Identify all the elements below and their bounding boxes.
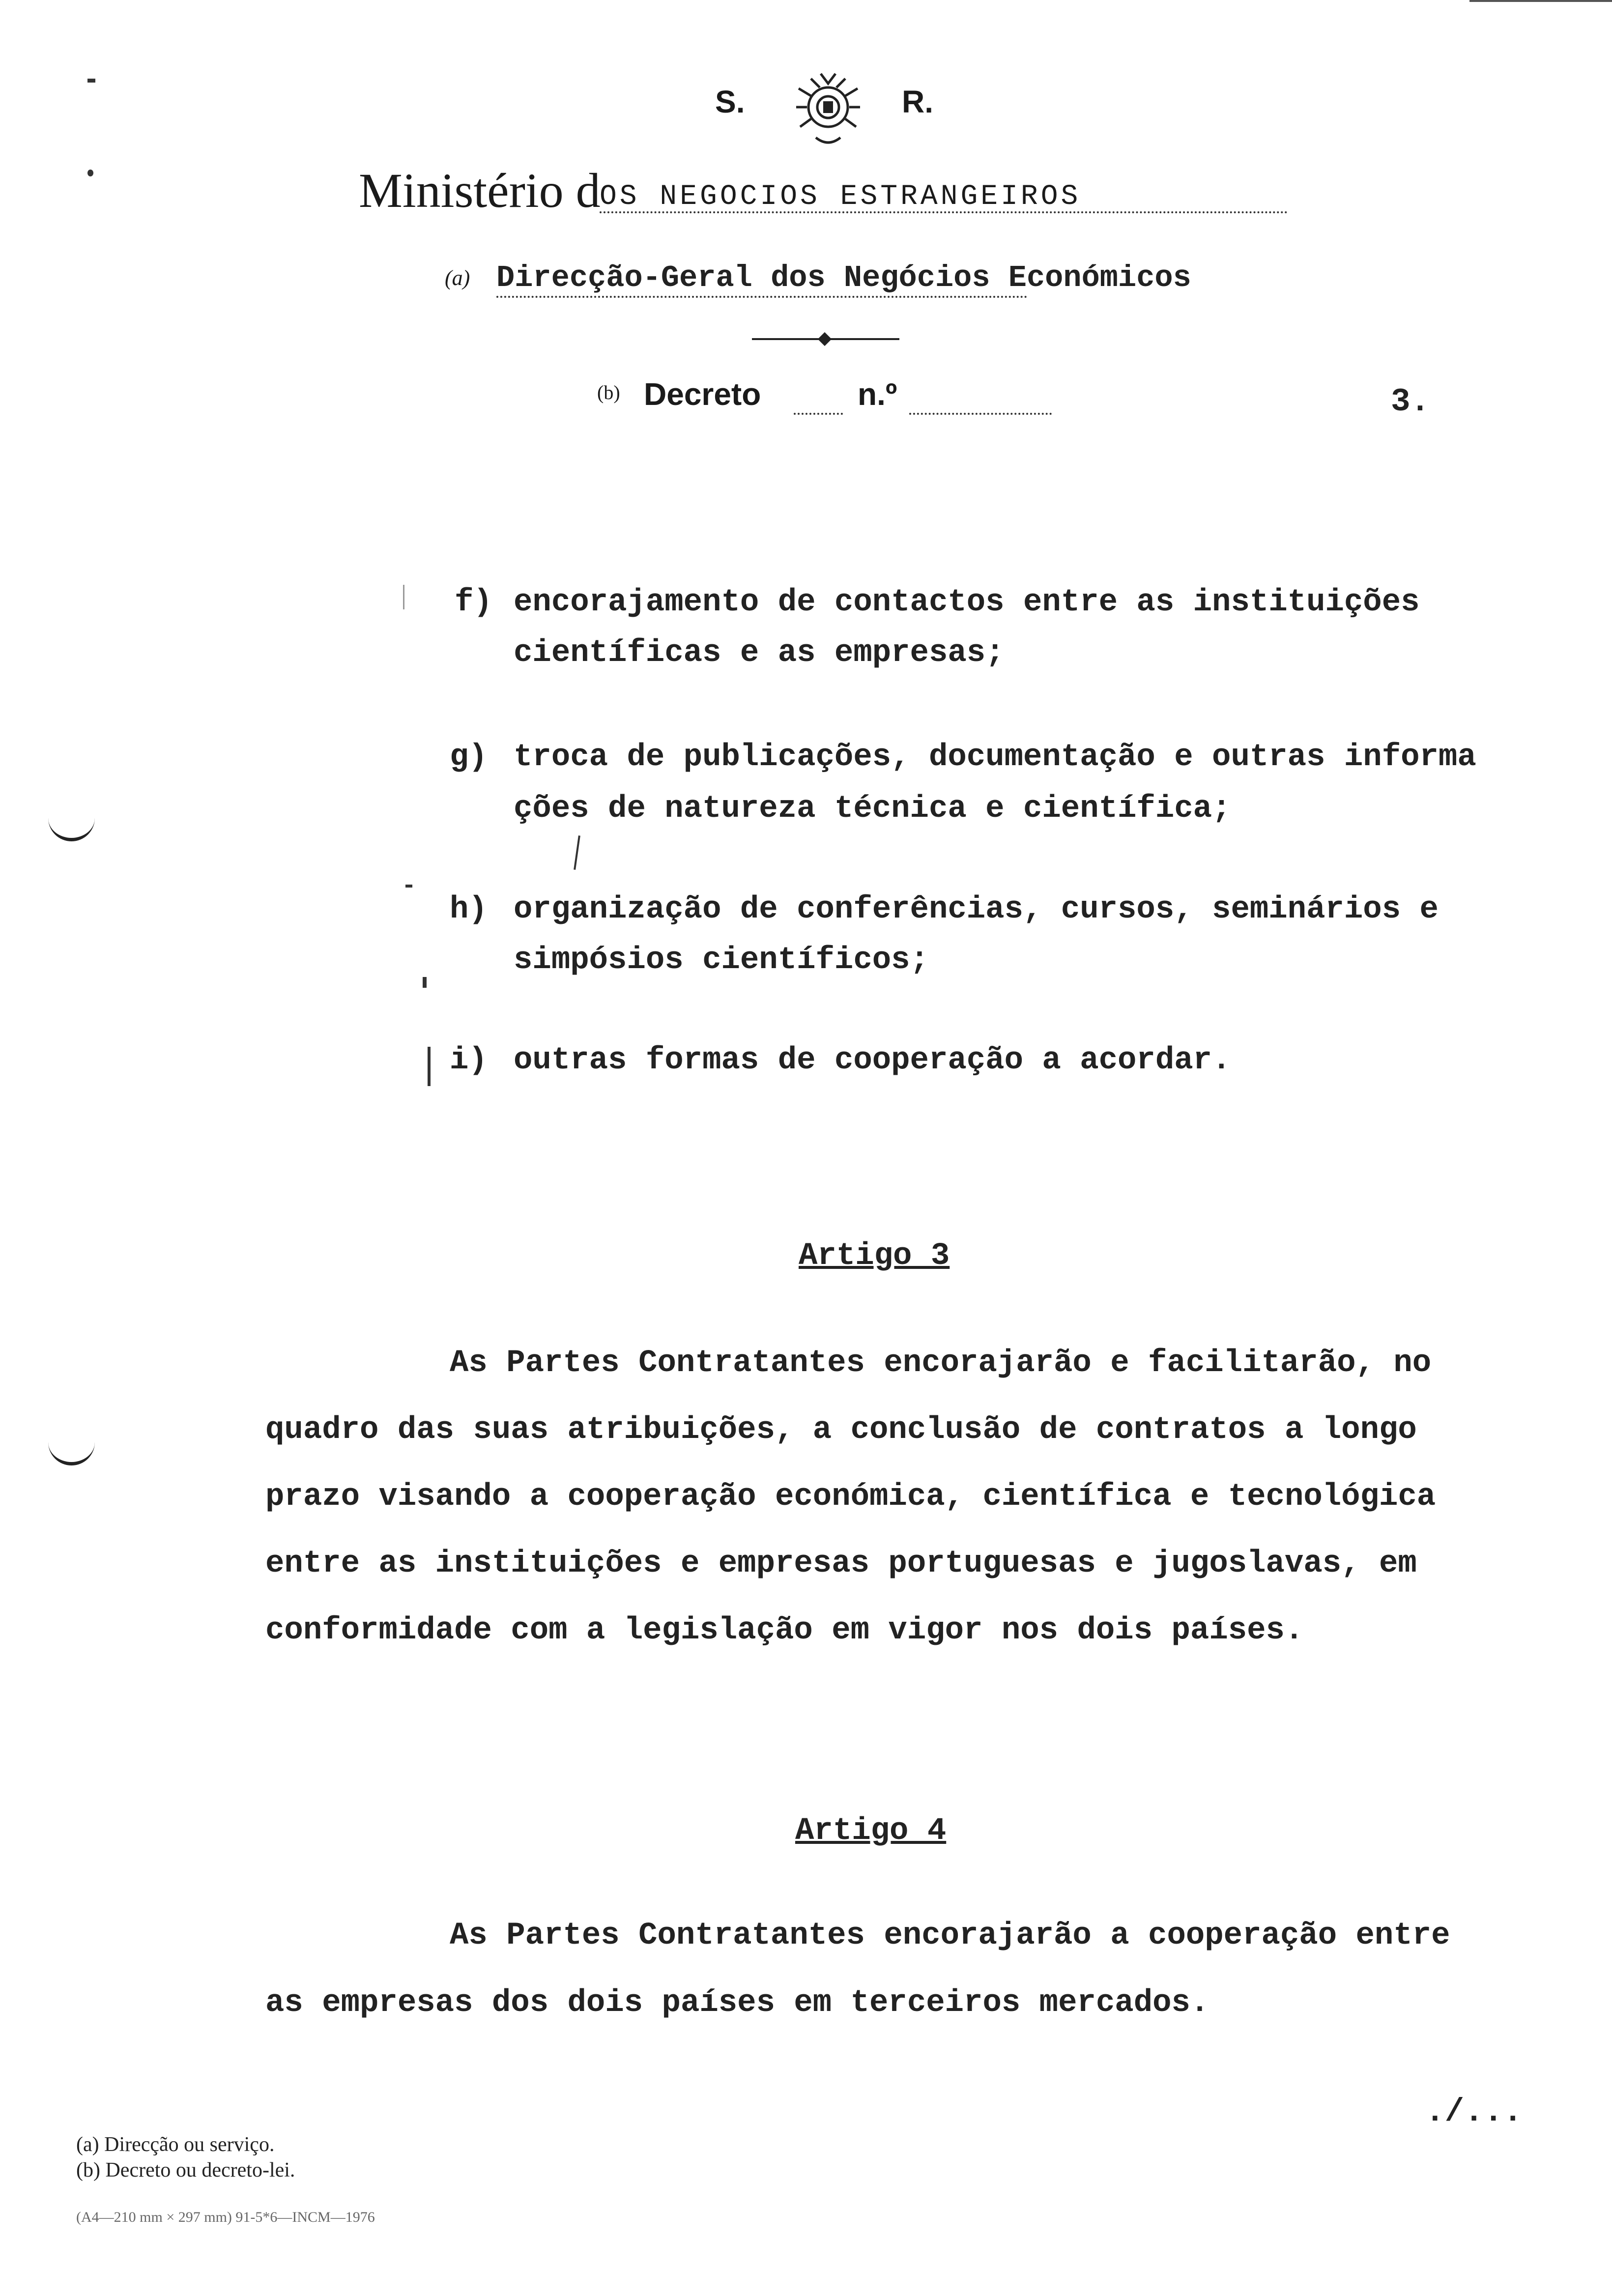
decreto-dotted-line — [794, 413, 843, 415]
artigo-3-line-2: quadro das suas atribuições, a conclusão de contratos a longo — [265, 1412, 1417, 1448]
artigo-3-title: Artigo 3 — [799, 1238, 950, 1274]
decreto-marker: (b) — [597, 381, 620, 403]
header-sr-right: R. — [902, 84, 933, 119]
divider-diamond-icon — [818, 332, 832, 346]
scan-mark — [87, 79, 95, 83]
list-item-g-line-1: troca de publicações, documentação e outras informa — [514, 740, 1476, 775]
scan-mark — [574, 835, 580, 870]
decreto-label: Decreto — [644, 376, 761, 412]
artigo-3-line-5: conformidade com a legislação em vigor nos dois países. — [265, 1613, 1304, 1648]
list-item-h-line-2: simpósios científicos; — [514, 943, 929, 978]
scan-mark — [87, 170, 93, 176]
top-edge-rule — [1469, 0, 1612, 2]
ministry-label: Ministério d — [359, 163, 601, 218]
decreto-number-label: n.º — [858, 376, 897, 412]
header-sr-left: S. — [715, 84, 745, 119]
artigo-4-line-1: As Partes Contratantes encorajarão a cooperação entre — [450, 1918, 1450, 1953]
punch-hole-mark — [48, 816, 95, 841]
ministry-dotted-line — [600, 211, 1288, 213]
footnote-b: (b) Decreto ou decreto-lei. — [76, 2159, 295, 2181]
scan-mark — [403, 585, 404, 609]
page-number: 3. — [1391, 383, 1430, 420]
list-item-h-line-1: organização de conferências, cursos, seminários e — [514, 892, 1439, 927]
direccao-dotted-line — [496, 296, 1027, 298]
continuation-marker: ./... — [1425, 2094, 1523, 2130]
coat-of-arms-emblem — [781, 69, 875, 147]
footnote-a: (a) Direcção ou serviço. — [76, 2133, 275, 2156]
list-item-i-line-1: outras formas de cooperação a acordar. — [514, 1043, 1231, 1078]
artigo-3-line-4: entre as instituições e empresas portuguesas e jugoslavas, em — [265, 1546, 1417, 1581]
scan-mark — [405, 885, 412, 888]
scan-mark — [428, 1047, 431, 1086]
print-info: (A4—210 mm × 297 mm) 91-5*6—INCM—1976 — [76, 2209, 375, 2225]
direccao-marker: (a) — [445, 266, 470, 290]
list-item-g-marker: g) — [450, 740, 488, 775]
ministry-value: OS NEGOCIOS ESTRANGEIROS — [600, 181, 1081, 213]
artigo-4-title: Artigo 4 — [795, 1813, 947, 1849]
artigo-4-line-2: as empresas dos dois países em terceiros mercados. — [265, 1985, 1209, 2021]
list-item-g-line-2: ções de natureza técnica e científica; — [514, 791, 1231, 827]
direccao-value: Direcção-Geral dos Negócios Económicos — [496, 260, 1191, 295]
list-item-f-marker: f) — [455, 585, 492, 620]
punch-hole-mark — [48, 1440, 95, 1465]
list-item-f-line-2: científicas e as empresas; — [514, 635, 1005, 671]
decreto-number-dotted-line — [909, 413, 1052, 415]
scan-mark — [423, 977, 427, 988]
artigo-3-line-1: As Partes Contratantes encorajarão e facilitarão, no — [450, 1346, 1432, 1381]
list-item-f-line-1: encorajamento de contactos entre as instituições — [514, 585, 1420, 620]
list-item-h-marker: h) — [450, 892, 488, 927]
list-item-i-marker: i) — [450, 1043, 488, 1078]
artigo-3-line-3: prazo visando a cooperação económica, científica e tecnológica — [265, 1479, 1436, 1515]
